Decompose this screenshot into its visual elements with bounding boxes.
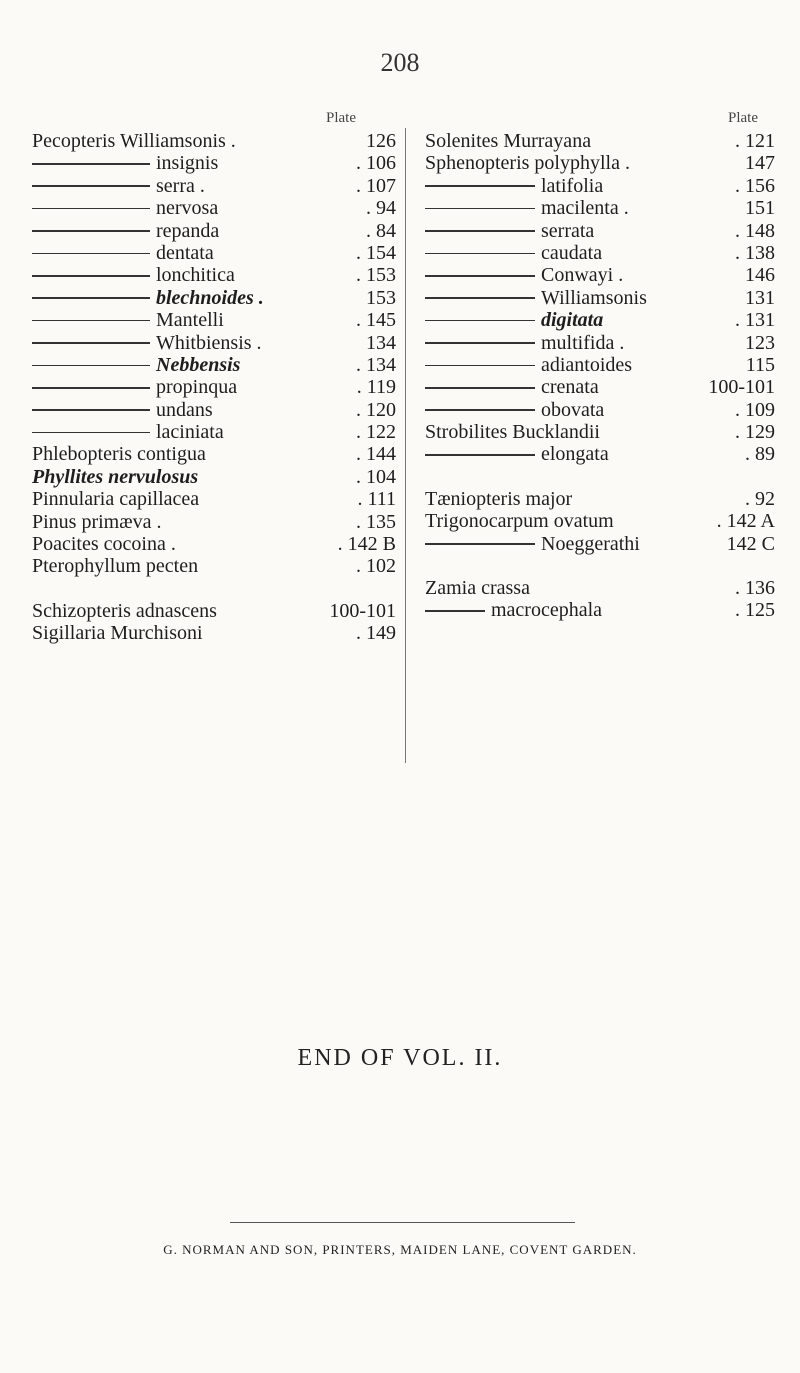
ditto-dash xyxy=(425,342,535,344)
plate-column-header-right: Plate xyxy=(728,110,758,126)
entry-name: Nebbensis xyxy=(156,353,241,376)
entry-plate-number: . 119 xyxy=(356,376,396,399)
entry-name: nervosa xyxy=(156,197,219,220)
index-entry xyxy=(425,354,775,376)
entry-name: Schizopteris adnascens xyxy=(32,599,217,622)
ditto-dash xyxy=(32,208,150,210)
entry-plate-number: . 134 xyxy=(356,353,396,376)
entry-name: crenata xyxy=(541,376,599,399)
entry-plate-number: . 89 xyxy=(745,443,775,466)
index-entry xyxy=(32,376,396,398)
entry-name: digitata xyxy=(541,309,604,332)
entry-name: Solenites Murrayana xyxy=(425,130,592,152)
index-entry xyxy=(425,577,775,599)
ditto-dash xyxy=(32,432,150,434)
entry-name: propinqua xyxy=(156,376,238,399)
index-entry xyxy=(32,421,396,443)
entry-name: serrata xyxy=(541,219,595,242)
ditto-dash xyxy=(32,163,150,165)
ditto-dash xyxy=(425,454,535,456)
entry-plate-number: . 104 xyxy=(356,465,396,488)
index-entry xyxy=(32,555,396,577)
entry-name: Trigonocarpum ovatum xyxy=(425,510,614,533)
ditto-dash xyxy=(425,409,535,411)
index-entry xyxy=(425,599,775,621)
entry-name: Phlebopteris contigua xyxy=(32,443,206,466)
ditto-dash xyxy=(32,342,150,344)
plate-column-header-left: Plate xyxy=(326,110,356,126)
entry-plate-number: . 107 xyxy=(356,174,396,197)
ditto-dash xyxy=(32,275,150,277)
index-right-column xyxy=(425,130,775,622)
entry-plate-number: . 120 xyxy=(356,398,396,421)
ditto-dash xyxy=(425,387,535,389)
index-entry xyxy=(32,309,396,331)
entry-plate-number: . 92 xyxy=(745,487,775,510)
column-divider xyxy=(405,128,406,763)
entry-name: macilenta . xyxy=(541,197,629,220)
ditto-dash xyxy=(425,543,535,545)
index-entry xyxy=(32,197,396,219)
index-entry xyxy=(32,511,396,533)
printer-imprint: G. NORMAN AND SON, PRINTERS, MAIDEN LANE, COVENT GARDEN. xyxy=(163,1242,637,1257)
index-entry xyxy=(425,376,775,398)
entry-plate-number: . 131 xyxy=(735,309,775,332)
index-entry xyxy=(32,332,396,354)
ditto-dash xyxy=(425,185,535,187)
entry-name: Strobilites Bucklandii xyxy=(425,421,600,444)
index-entry xyxy=(32,354,396,376)
entry-plate-number: 123 xyxy=(745,331,775,354)
entry-name: Poacites cocoina . xyxy=(32,533,176,556)
entry-plate-number: . 144 xyxy=(356,443,396,466)
index-entry xyxy=(425,399,775,421)
ditto-dash xyxy=(425,230,535,232)
entry-plate-number: . 111 xyxy=(357,488,396,511)
entry-plate-number: 151 xyxy=(745,197,775,220)
entry-name: macrocephala xyxy=(491,599,603,622)
index-entry xyxy=(32,242,396,264)
entry-plate-number: . 84 xyxy=(366,219,396,242)
entry-plate-number: 147 xyxy=(745,152,775,175)
ditto-dash xyxy=(425,365,535,367)
entry-plate-number: 146 xyxy=(745,264,775,287)
entry-name: Pinnularia capillacea xyxy=(32,488,200,511)
ditto-dash xyxy=(425,275,535,277)
entry-name: blechnoides . xyxy=(156,286,264,309)
ditto-dash xyxy=(425,320,535,322)
ditto-dash xyxy=(425,297,535,299)
entry-plate-number: . 122 xyxy=(356,421,396,444)
entry-plate-number: 100-101 xyxy=(329,599,396,622)
entry-name: lonchitica xyxy=(156,264,235,287)
index-entry xyxy=(32,622,396,644)
index-entry xyxy=(32,488,396,510)
index-entry xyxy=(32,152,396,174)
index-entry xyxy=(425,197,775,219)
index-entry xyxy=(425,488,775,510)
entry-name: obovata xyxy=(541,398,605,421)
entry-name: Noeggerathi xyxy=(541,532,640,555)
entry-plate-number: 134 xyxy=(366,331,396,354)
entry-name: Conwayi . xyxy=(541,264,624,287)
ditto-dash xyxy=(32,409,150,411)
ditto-dash xyxy=(32,253,150,255)
entry-plate-number: . 156 xyxy=(735,174,775,197)
entry-name: Mantelli xyxy=(156,309,224,332)
index-entry xyxy=(425,533,775,555)
entry-name: Pinus primæva . xyxy=(32,510,162,533)
entry-name: serra . xyxy=(156,174,205,197)
entry-plate-number: . 94 xyxy=(366,197,396,220)
index-entry xyxy=(32,533,396,555)
entry-plate-number: . 102 xyxy=(356,555,396,578)
index-entry xyxy=(425,220,775,242)
ditto-dash xyxy=(32,297,150,299)
entry-name: Whitbiensis . xyxy=(156,331,262,354)
entry-name: latifolia xyxy=(541,174,604,197)
entry-name: Tæniopteris major xyxy=(425,487,573,510)
entry-name: dentata xyxy=(156,241,214,264)
ditto-dash xyxy=(425,253,535,255)
entry-plate-number: . 135 xyxy=(356,510,396,533)
entry-name: multifida . xyxy=(541,331,625,354)
entry-name: laciniata xyxy=(156,421,224,444)
index-entry xyxy=(32,175,396,197)
index-entry xyxy=(425,443,775,465)
entry-name: Pterophyllum pecten xyxy=(32,555,199,578)
index-entry xyxy=(32,399,396,421)
entry-name: Zamia crassa xyxy=(425,577,530,600)
ditto-dash xyxy=(32,387,150,389)
ditto-dash xyxy=(32,185,150,187)
index-entry xyxy=(425,264,775,286)
entry-name: insignis xyxy=(156,152,219,175)
entry-plate-number: . 142 A xyxy=(716,510,775,533)
index-entry xyxy=(32,220,396,242)
entry-name: repanda xyxy=(156,219,220,242)
entry-plate-number: . 125 xyxy=(735,599,775,622)
entry-plate-number: . 121 xyxy=(735,130,775,152)
entry-plate-number: . 138 xyxy=(735,241,775,264)
index-entry xyxy=(32,287,396,309)
printer-rule xyxy=(230,1222,575,1223)
entry-name: elongata xyxy=(541,443,609,466)
index-left-column xyxy=(32,130,396,645)
index-entry xyxy=(425,510,775,532)
index-entry xyxy=(32,264,396,286)
ditto-dash xyxy=(32,320,150,322)
entry-plate-number: 131 xyxy=(745,286,775,309)
ditto-dash xyxy=(425,208,535,210)
entry-plate-number: . 153 xyxy=(356,264,396,287)
index-entry xyxy=(32,600,396,622)
page-number: 208 xyxy=(380,48,420,77)
index-entry xyxy=(425,130,775,152)
index-entry xyxy=(425,287,775,309)
entry-plate-number: . 136 xyxy=(735,577,775,600)
ditto-dash xyxy=(425,610,485,612)
entry-name: undans xyxy=(156,398,213,421)
entry-plate-number: 115 xyxy=(745,353,775,376)
entry-name: Phyllites nervulosus xyxy=(32,465,199,488)
entry-plate-number: 153 xyxy=(366,286,396,309)
index-entry xyxy=(425,309,775,331)
entry-plate-number: . 154 xyxy=(356,241,396,264)
entry-plate-number: 100-101 xyxy=(708,376,775,399)
index-entry xyxy=(425,421,775,443)
entry-name: caudata xyxy=(541,241,603,264)
entry-plate-number: . 145 xyxy=(356,309,396,332)
entry-name: Sigillaria Murchisoni xyxy=(32,622,203,645)
ditto-dash xyxy=(32,365,150,367)
entry-name: Sphenopteris polyphylla . xyxy=(425,152,630,175)
index-entry xyxy=(425,152,775,174)
entry-plate-number: 126 xyxy=(366,130,396,152)
ditto-dash xyxy=(32,230,150,232)
index-entry xyxy=(32,130,396,152)
entry-plate-number: . 142 B xyxy=(337,533,396,556)
entry-name: Williamsonis xyxy=(541,286,647,309)
index-entry xyxy=(425,332,775,354)
index-entry xyxy=(32,443,396,465)
end-of-volume-title: END OF VOL. II. xyxy=(297,1045,503,1071)
entry-plate-number: . 149 xyxy=(356,622,396,645)
index-entry xyxy=(425,242,775,264)
entry-plate-number: . 129 xyxy=(735,421,775,444)
index-entry xyxy=(425,175,775,197)
entry-name: adiantoides xyxy=(541,353,633,376)
index-entry xyxy=(32,466,396,488)
entry-plate-number: . 109 xyxy=(735,398,775,421)
entry-name: Pecopteris Williamsonis . xyxy=(32,130,236,152)
entry-plate-number: . 148 xyxy=(735,219,775,242)
entry-plate-number: . 106 xyxy=(356,152,396,175)
entry-plate-number: 142 C xyxy=(726,532,775,555)
